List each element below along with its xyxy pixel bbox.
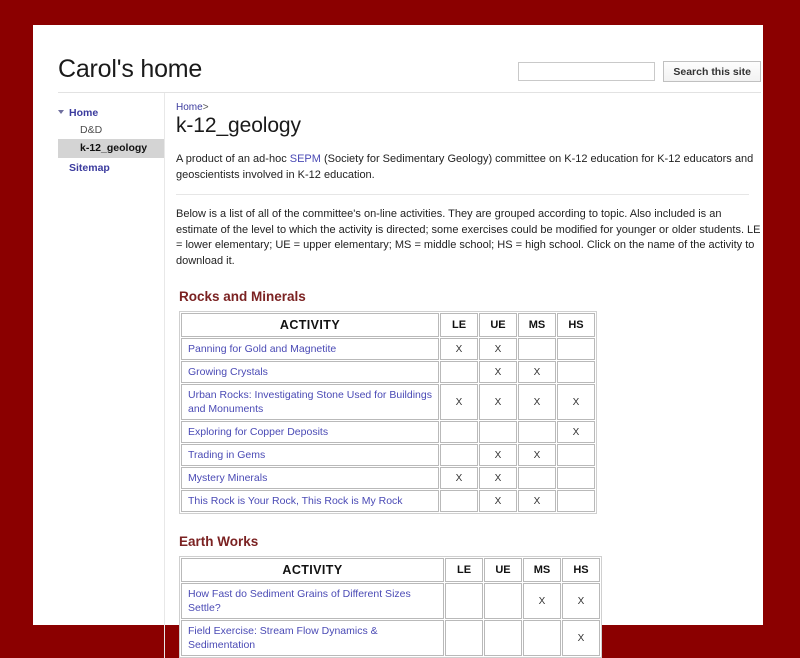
sidebar-item-label: Sitemap [69, 162, 110, 174]
activity-link[interactable]: Panning for Gold and Magnetite [181, 338, 439, 360]
sidebar-item-k12-geology[interactable] [58, 139, 164, 158]
level-cell-le [440, 444, 478, 466]
column-header-le: LE [440, 313, 478, 337]
level-cell-ue [484, 583, 522, 619]
activities-table-rocks-and-minerals [179, 311, 597, 514]
column-header-hs: HS [562, 558, 600, 582]
activity-link[interactable]: Mystery Minerals [181, 467, 439, 489]
table-row [181, 467, 595, 489]
column-header-hs: HS [557, 313, 595, 337]
level-cell-ms: X [518, 384, 556, 420]
level-cell-hs [557, 490, 595, 512]
level-cell-ms [518, 338, 556, 360]
level-cell-hs: X [562, 620, 600, 656]
level-cell-le: X [440, 384, 478, 420]
level-cell-hs: X [562, 583, 600, 619]
sidebar-nav [33, 93, 165, 658]
activity-link[interactable]: Urban Rocks: Investigating Stone Used for Buildings and Monuments [181, 384, 439, 420]
paragraph-divider [176, 194, 749, 195]
table-row [181, 384, 595, 420]
section-title-rocks-and-minerals: Rocks and Minerals [179, 289, 306, 304]
level-cell-ms: X [518, 490, 556, 512]
level-cell-le [440, 490, 478, 512]
column-header-activity: ACTIVITY [181, 313, 439, 337]
page-title: k-12_geology [176, 114, 301, 137]
breadcrumb-separator: > [202, 102, 209, 113]
level-cell-le [445, 620, 483, 656]
level-cell-le: X [440, 467, 478, 489]
table-row [181, 421, 595, 443]
body-wrapper [33, 93, 763, 658]
search-input[interactable] [518, 62, 655, 81]
activity-link[interactable]: This Rock is Your Rock, This Rock is My Rock [181, 490, 439, 512]
level-cell-le [440, 361, 478, 383]
table-row [181, 338, 595, 360]
table-row [181, 620, 600, 656]
search-area [518, 61, 761, 82]
level-cell-hs: X [557, 421, 595, 443]
table-header-row [181, 313, 595, 337]
sidebar-item-sitemap[interactable] [58, 158, 164, 177]
description-paragraph: Below is a list of all of the committee's on-line activities. They are grouped according to topic. Also included is an estimate of the level to which the activity is directed; some exercises could be modified for younger or older students. LE = lower elementary; UE = upper elementary; MS = middle school; HS = high school. Click on the name of the activity to download it. [176, 208, 761, 267]
column-header-ue: UE [479, 313, 517, 337]
column-header-le: LE [445, 558, 483, 582]
level-cell-ue [479, 421, 517, 443]
activity-link[interactable]: Growing Crystals [181, 361, 439, 383]
activity-link[interactable]: Exploring for Copper Deposits [181, 421, 439, 443]
intro-paragraph [176, 152, 761, 183]
level-cell-hs [557, 361, 595, 383]
level-cell-ue [484, 620, 522, 656]
level-cell-hs [557, 444, 595, 466]
sidebar-item-label: Home [69, 107, 99, 119]
column-header-ms: MS [523, 558, 561, 582]
intro-text-after: (Society for Sedimentary Geology) committee on K-12 education for K-12 educators and geoscientists involved in K-12 education. [176, 153, 754, 181]
chevron-down-icon[interactable] [58, 110, 64, 114]
breadcrumb [176, 102, 761, 113]
level-cell-ue: X [479, 384, 517, 420]
section-title-earth-works: Earth Works [179, 534, 259, 549]
table-header-row [181, 558, 600, 582]
level-cell-ms: X [518, 361, 556, 383]
level-cell-ue: X [479, 444, 517, 466]
table-row [181, 361, 595, 383]
sidebar-item-home[interactable] [58, 105, 164, 122]
level-cell-hs [557, 467, 595, 489]
search-button[interactable]: Search this site [663, 61, 761, 82]
sidebar-item-label: D&D [80, 124, 103, 136]
table-row [181, 583, 600, 619]
column-header-ms: MS [518, 313, 556, 337]
breadcrumb-home-link[interactable]: Home [176, 102, 203, 113]
level-cell-hs: X [557, 384, 595, 420]
level-cell-ue: X [479, 490, 517, 512]
level-cell-ms: X [523, 583, 561, 619]
table-row [181, 490, 595, 512]
level-cell-le: X [440, 338, 478, 360]
level-cell-ms [518, 467, 556, 489]
level-cell-ms: X [518, 444, 556, 466]
main-content [165, 93, 763, 658]
activity-link[interactable]: Trading in Gems [181, 444, 439, 466]
level-cell-ue: X [479, 338, 517, 360]
intro-text-before: A product of an ad-hoc [176, 153, 290, 165]
level-cell-ue: X [479, 361, 517, 383]
level-cell-ue: X [479, 467, 517, 489]
table-row [181, 444, 595, 466]
activities-table-earth-works [179, 556, 602, 658]
sidebar-item-dnd[interactable] [58, 122, 164, 139]
site-title: Carol's home [58, 55, 203, 83]
column-header-ue: UE [484, 558, 522, 582]
level-cell-le [440, 421, 478, 443]
activity-link[interactable]: How Fast do Sediment Grains of Different Sizes Settle? [181, 583, 444, 619]
sepm-link[interactable]: SEPM [289, 153, 321, 165]
page-container [33, 25, 763, 651]
level-cell-hs [557, 338, 595, 360]
site-header [33, 25, 763, 92]
level-cell-ms [523, 620, 561, 656]
level-cell-ms [518, 421, 556, 443]
column-header-activity: ACTIVITY [181, 558, 444, 582]
level-cell-le [445, 583, 483, 619]
activity-link[interactable]: Field Exercise: Stream Flow Dynamics & Sedimentation [181, 620, 444, 656]
sidebar-item-label: k-12_geology [80, 142, 148, 154]
